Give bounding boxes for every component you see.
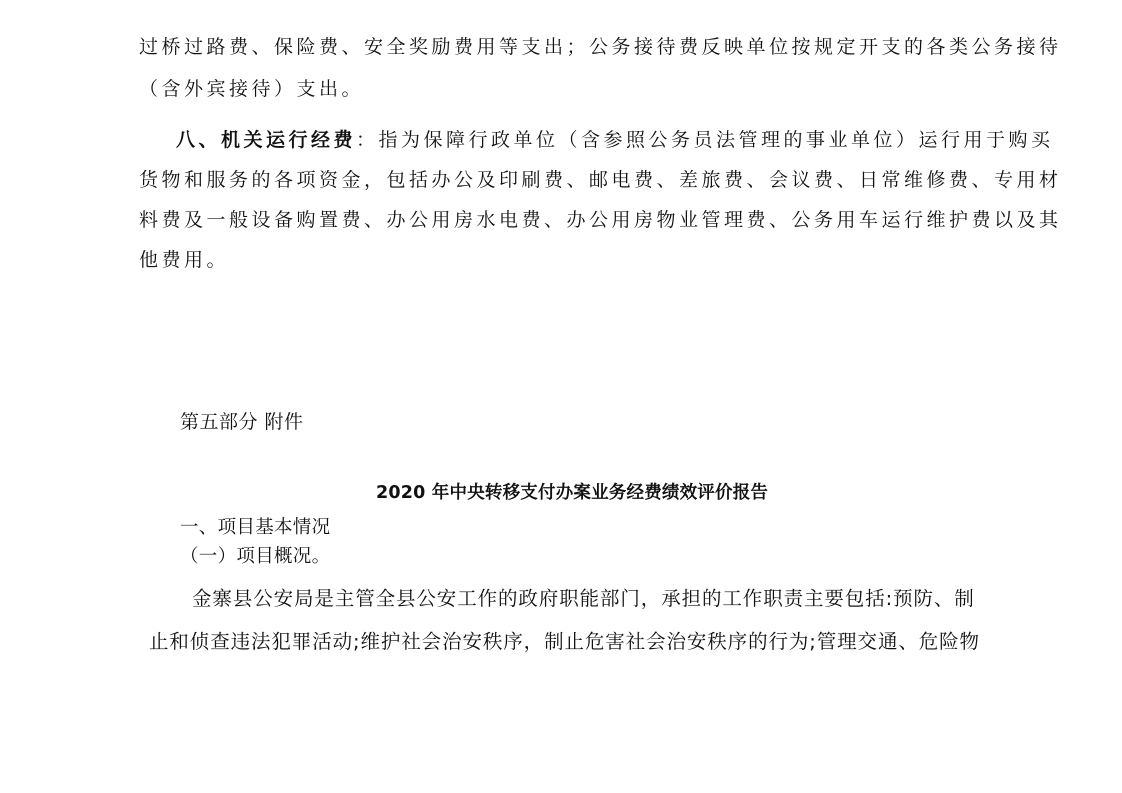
section-eight-line-1-rest: ：指为保障行政单位（含参照公务员法管理的事业单位）运行用于购买: [356, 129, 1054, 151]
subsection-heading-1: （一）项目概况。: [180, 546, 331, 567]
report-title: 2020 年中央转移支付办案业务经费绩效评价报告: [376, 483, 769, 503]
part-five-heading: 第五部分 附件: [180, 411, 304, 433]
section-seven-line-2: （含外宾接待）支出。: [139, 78, 365, 100]
section-eight-line-3: 料费及一般设备购置费、办公用房水电费、办公用房物业管理费、公务用车运行维护费以及其: [139, 209, 1062, 231]
section-eight-line-4: 他费用。: [139, 249, 230, 271]
report-paragraph-line-2: 止和侦查违法犯罪活动;维护社会治安秩序，制止危害社会治安秩序的行为;管理交通、危险物: [149, 630, 980, 653]
report-paragraph-line-1: 金寨县公安局是主管全县公安工作的政府职能部门，承担的工作职责主要包括:预防、制: [192, 587, 975, 610]
section-heading-1: 一、项目基本情况: [180, 517, 331, 538]
section-seven-line-1: 过桥过路费、保险费、安全奖励费用等支出；公务接待费反映单位按规定开支的各类公务接待: [139, 36, 1062, 58]
section-eight-line-2: 货物和服务的各项资金，包括办公及印刷费、邮电费、差旅费、会议费、日常维修费、专用材: [139, 169, 1062, 191]
section-eight-lead: 八、机关运行经费: [176, 129, 357, 151]
section-eight-line-1: [176, 128, 1054, 152]
